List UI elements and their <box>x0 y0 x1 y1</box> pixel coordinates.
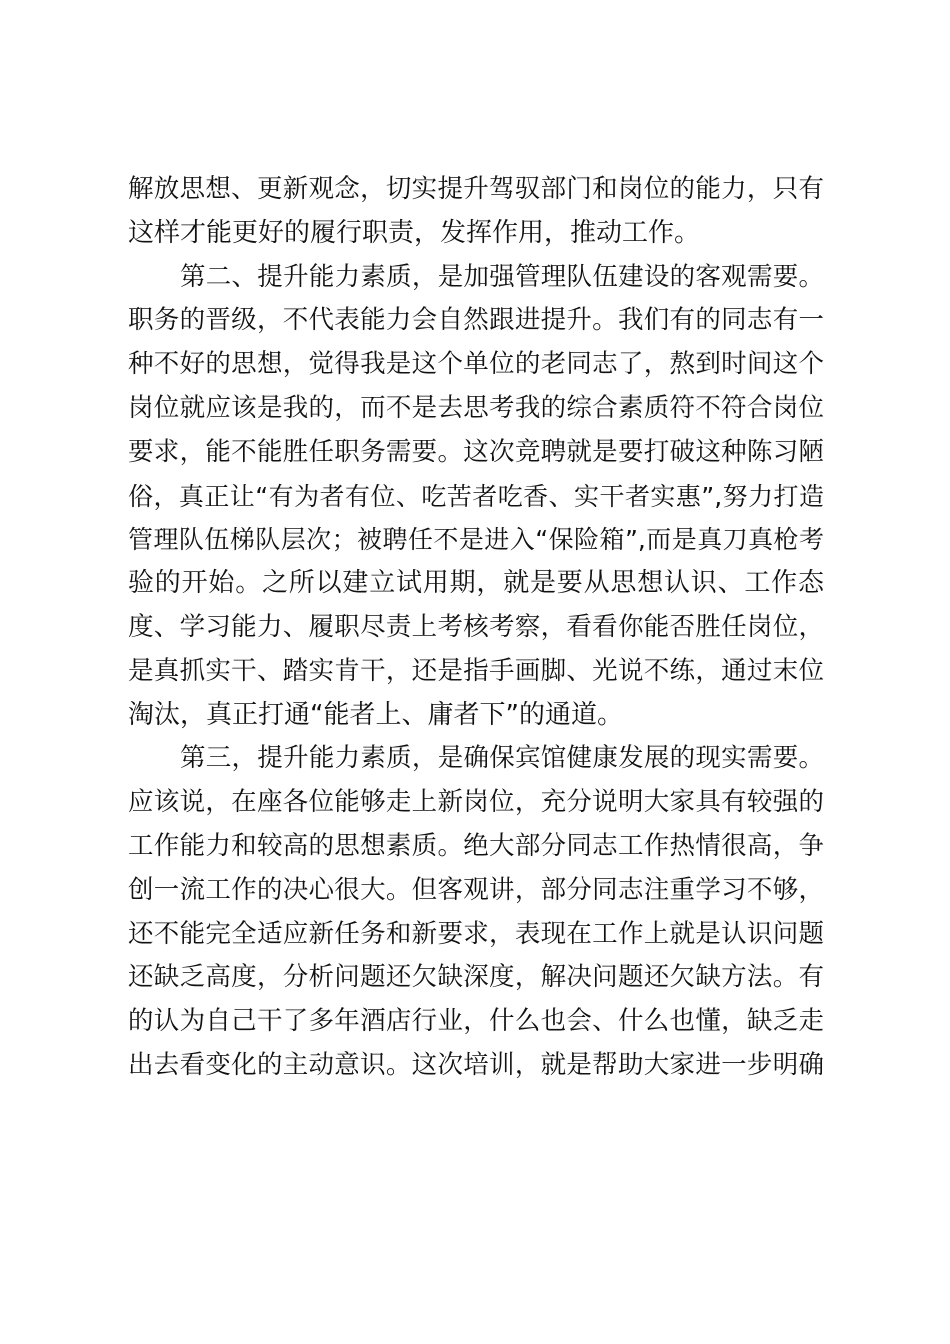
text-line: 种不好的思想，觉得我是这个单位的老同志了，熬到时间这个 <box>128 349 824 380</box>
text-line: 职务的晋级，不代表能力会自然跟进提升。我们有的同志有一 <box>128 305 824 336</box>
text-line: 岗位就应该是我的，而不是去思考我的综合素质符不符合岗位 <box>128 392 824 423</box>
text-line: 管理队伍梯队层次；被聘任不是进入“保险箱”,而是真刀真枪考 <box>128 525 824 555</box>
paragraph-heading-line: 第三，提升能力素质，是确保宾馆健康发展的现实需要。 <box>180 743 824 774</box>
text-line: 应该说，在座各位能够走上新岗位，充分说明大家具有较强的 <box>128 787 824 818</box>
text-line: 工作能力和较高的思想素质。绝大部分同志工作热情很高，争 <box>128 830 824 861</box>
document-body <box>128 168 824 1088</box>
text-line: 淘汰，真正打通“能者上、庸者下”的通道。 <box>128 699 623 730</box>
text-line: 度、学习能力、履职尽责上考核考察，看看你能否胜任岗位， <box>128 611 824 642</box>
text-line: 这样才能更好的履行职责，发挥作用，推动工作。 <box>128 217 701 248</box>
text-line: 创一流工作的决心很大。但客观讲，部分同志注重学习不够， <box>128 874 824 905</box>
text-line: 验的开始。之所以建立试用期，就是要从思想认识、工作态 <box>128 568 824 599</box>
text-line: 要求，能不能胜任职务需要。这次竞聘就是要打破这种陈习陋 <box>128 436 824 467</box>
text-line: 还缺乏高度，分析问题还欠缺深度，解决问题还欠缺方法。有 <box>128 962 824 993</box>
text-line: 俗，真正让“有为者有位、吃苦者吃香、实干者实惠”,努力打造 <box>128 481 824 511</box>
text-line: 的认为自己干了多年酒店行业，什么也会、什么也懂，缺乏走 <box>128 1006 824 1037</box>
text-line: 是真抓实干、踏实肯干，还是指手画脚、光说不练，通过末位 <box>128 655 824 686</box>
text-line: 出去看变化的主动意识。这次培训，就是帮助大家进一步明确 <box>128 1049 824 1080</box>
paragraph-heading-line: 第二、提升能力素质，是加强管理队伍建设的客观需要。 <box>180 261 824 292</box>
text-line: 解放思想、更新观念，切实提升驾驭部门和岗位的能力，只有 <box>128 174 824 204</box>
text-line: 还不能完全适应新任务和新要求，表现在工作上就是认识问题 <box>128 918 824 949</box>
